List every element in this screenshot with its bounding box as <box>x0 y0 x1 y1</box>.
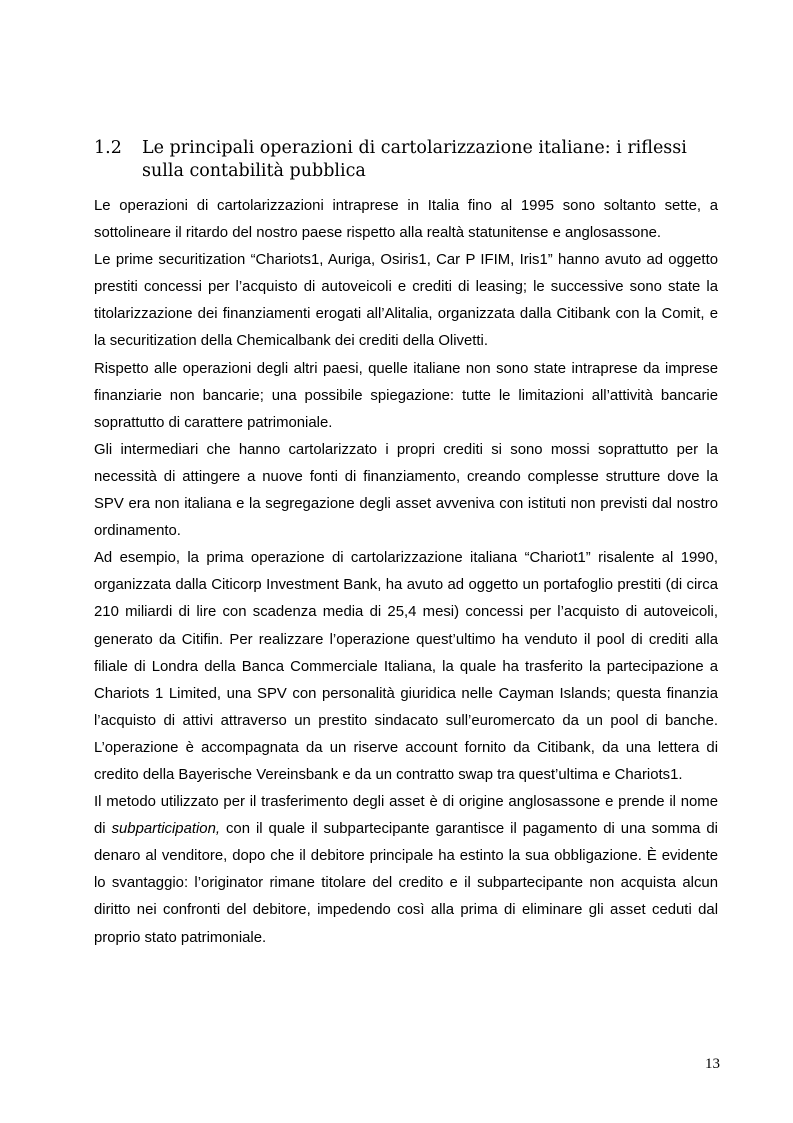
paragraph: Gli intermediari che hanno cartolarizzato i propri crediti si sono mossi soprattutto per la necessità di attingere a nuove fonti di finanziamento, creando complesse strutture dove la SPV era non italiana e la segregazione degli asset avveniva con istituti non previsti dal nostro ordinamento. <box>94 441 718 540</box>
emphasis-term: subparticipation, <box>111 821 220 838</box>
paragraph <box>94 789 718 952</box>
section-heading <box>94 137 734 183</box>
paragraph-text: Il metodo utilizzato per il trasferimento degli asset è di origine anglosassone e prende il nome di <box>94 794 718 838</box>
paragraph: Le prime securitization “Chariots1, Auriga, Osiris1, Car P IFIM, Iris1” hanno avuto ad oggetto prestiti concessi per l’acquisto di autoveicoli e crediti di leasing; le successive sono state la titolarizzazione dei finanziamenti erogati all’Alitalia, organizzata dalla Citibank con la Comit, e la securitization della Chemicalbank dei crediti della Olivetti. <box>94 252 718 350</box>
section-number: 1.2 <box>94 137 122 158</box>
page-number: 13 <box>705 1056 720 1072</box>
section-title: Le principali operazioni di cartolarizzazione italiane: i riflessi sulla contabilità pubblica <box>142 137 687 181</box>
paragraph: Ad esempio, la prima operazione di cartolarizzazione italiana “Chariot1” risalente al 1990, organizzata dalla Citicorp Investment Bank, ha avuto ad oggetto un portafoglio prestiti (di circa 210 miliardi di lire con scadenza media di 25,4 mesi) concessi per l’acquisto di autoveicoli, generato da Citifin. Per realizzare l’operazione quest’ultimo ha venduto il pool di crediti alla filiale di Londra della Banca Commerciale Italiana, la quale ha trasferito la partecipazione a Chariots 1 Limited, una SPV con personalità giuridica nelle Cayman Islands; questa finanzia l’acquisto di attivi attraverso un prestito sindacato sull’euromercato da un pool di banche. L’operazione è accompagnata da un riserve account fornito da Citibank, da una lettera di credito della Bayerische Vereinsbank e da un contratto swap tra quest’ultima e Chariots1. <box>94 550 718 783</box>
paragraph: Le operazioni di cartolarizzazioni intraprese in Italia fino al 1995 sono soltanto sette, a sottolineare il ritardo del nostro paese rispetto alla realtà statunitense e anglosassone. <box>94 198 718 242</box>
paragraph: Rispetto alle operazioni degli altri paesi, quelle italiane non sono state intraprese da imprese finanziarie non bancarie; una possibile spiegazione: tutte le limitazioni all’attività bancarie soprattutto di carattere patrimoniale. <box>94 360 718 431</box>
body-text <box>94 193 718 952</box>
paragraph-text: con il quale il subpartecipante garantisce il pagamento di una somma di denaro al venditore, dopo che il debitore principale ha estinto la sua obbligazione. È evidente lo svantaggio: l’originator rimane titolare del credito e il subpartecipante non acquista alcun diritto nei confronti del debitore, impedendo così alla prima di eliminare gli asset ceduti dal proprio stato patrimoniale. <box>94 821 718 946</box>
